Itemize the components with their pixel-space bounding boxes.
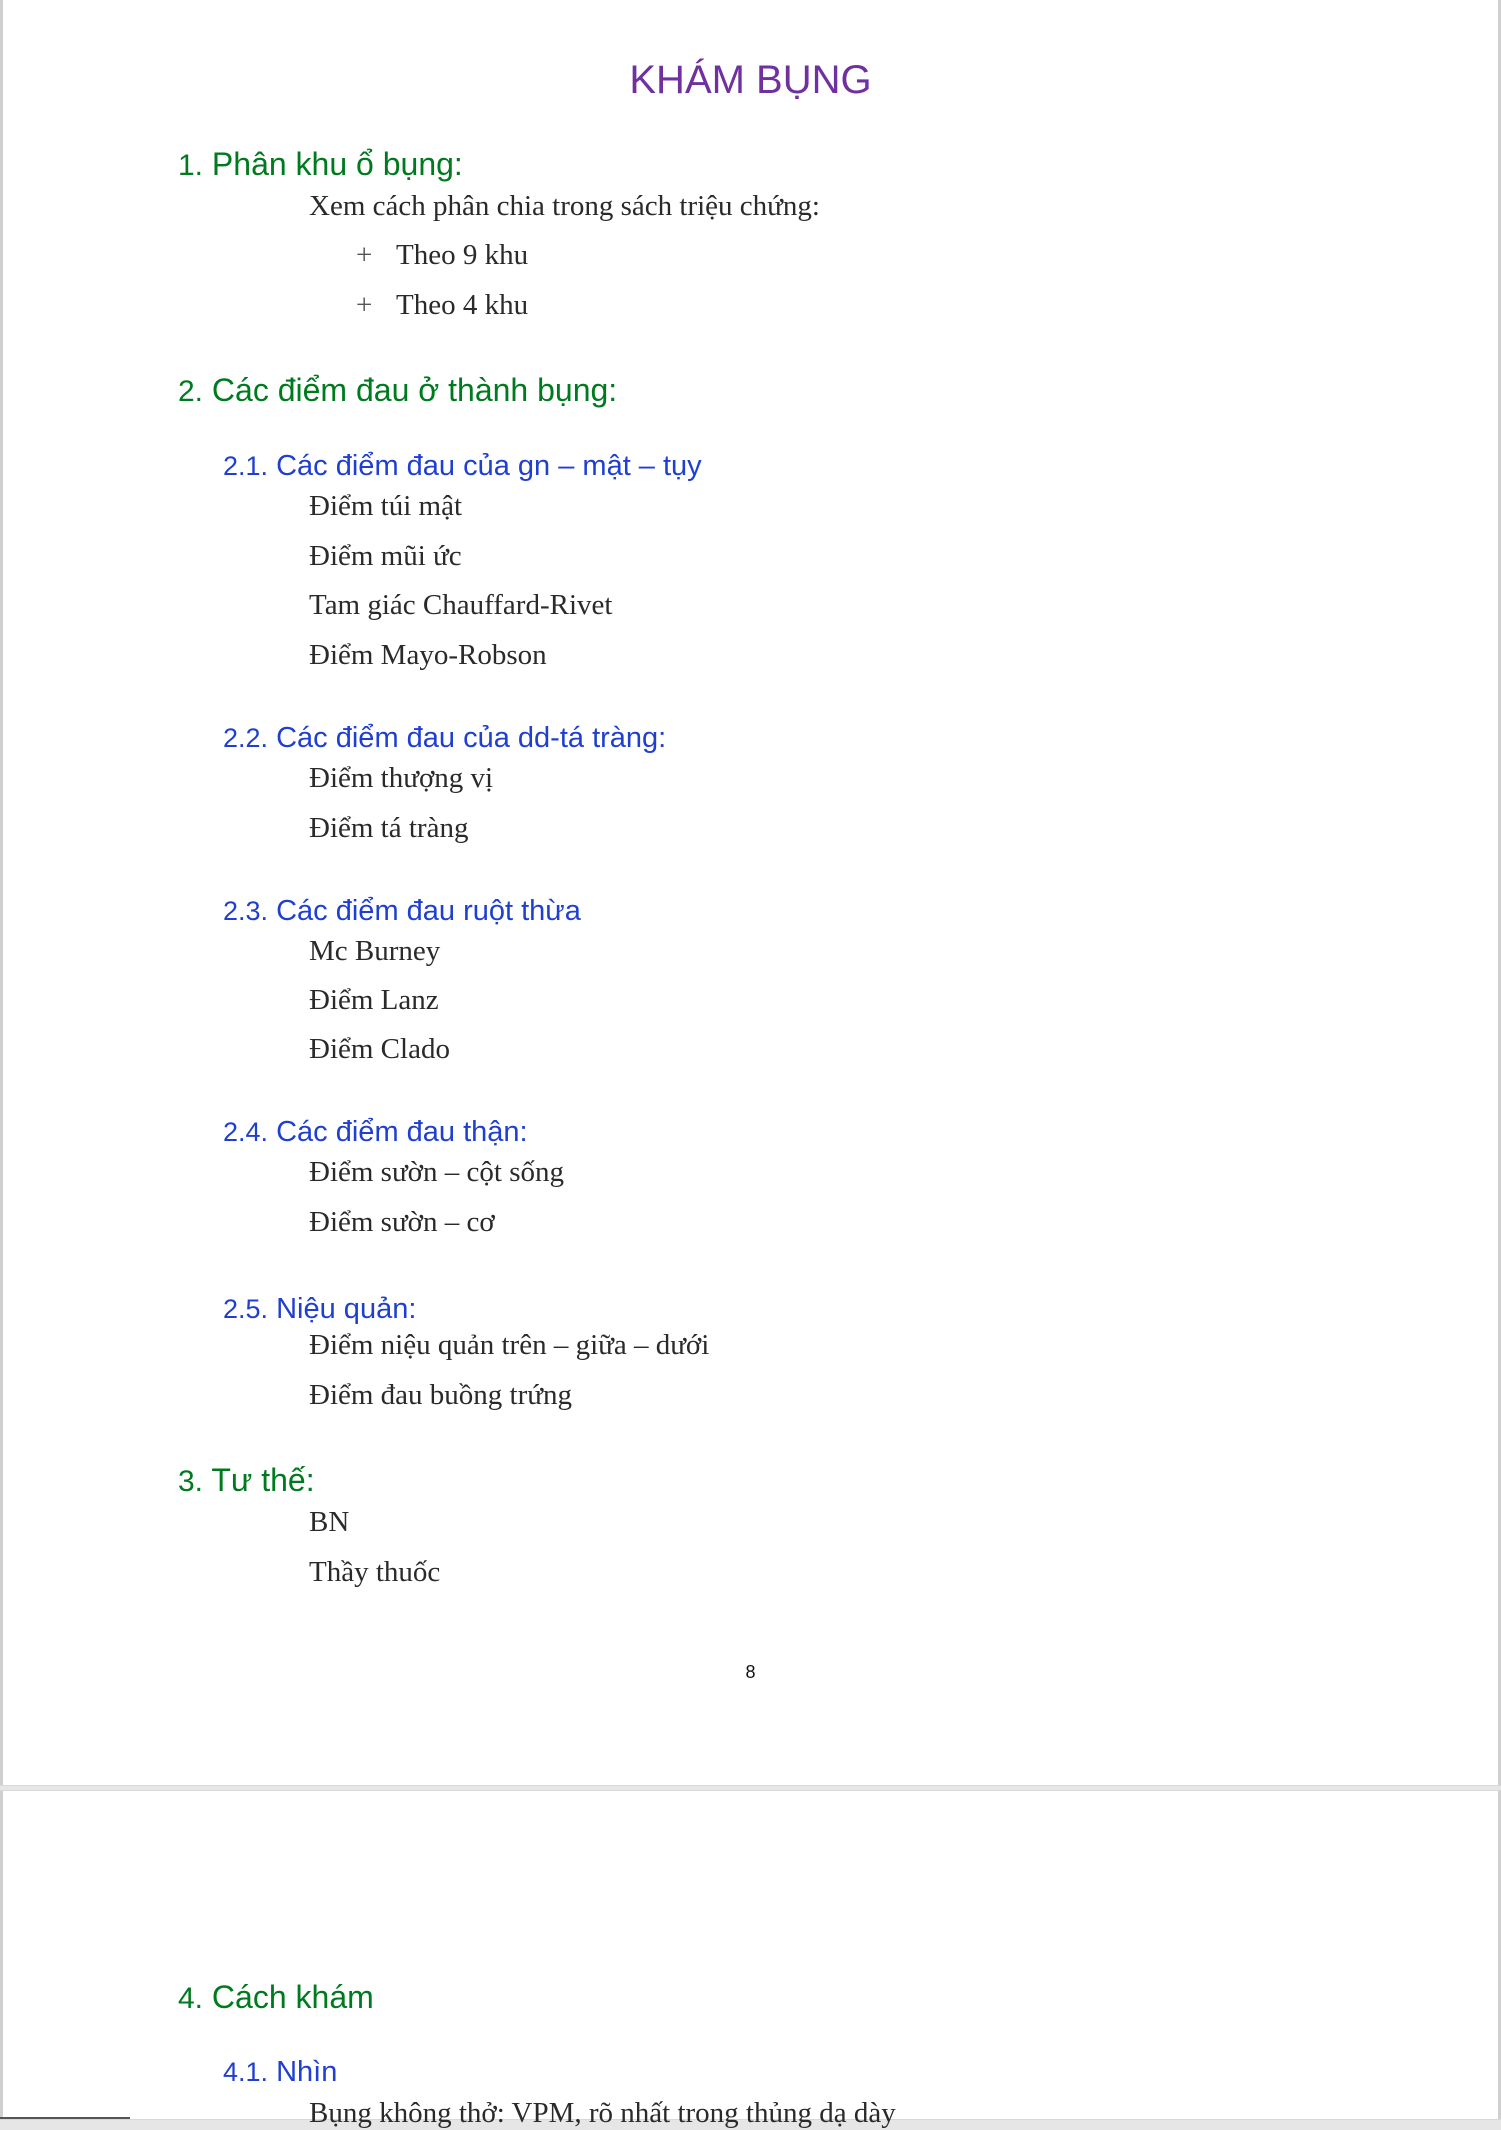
list-item: BN [309,1506,350,1538]
list-item: Điểm tá tràng [309,812,469,844]
subsection-title: Các điểm đau thận: [276,1116,528,1148]
bullet-text: Theo 9 khu [396,239,529,271]
list-item: Điểm niệu quản trên – giữa – dưới [309,1329,710,1361]
subsection-heading-2-4 [223,1116,528,1149]
page-number: 8 [745,1662,756,1682]
bullet-item [356,239,528,272]
bullet-item [356,289,528,322]
subsection-number: 2.5. [223,1294,269,1324]
section-title: Tư thế: [211,1462,315,1498]
bullet-text: Theo 4 khu [396,289,529,321]
subsection-number: 2.3. [223,896,269,926]
section-number: 2. [178,375,204,408]
page-border [0,0,3,1785]
list-item: Tam giác Chauffard-Rivet [309,589,613,621]
list-item: Mc Burney [309,935,441,967]
section-number: 3. [178,1465,204,1498]
section-title: Các điểm đau ở thành bụng: [211,372,618,408]
list-item: Điểm Lanz [309,984,439,1016]
subsection-heading-2-1 [223,450,702,483]
section-heading-1 [178,146,463,183]
subsection-title: Nhìn [276,2056,338,2088]
page-title: KHÁM BỤNG [629,58,872,102]
section-heading-3 [178,1462,315,1499]
subsection-heading-2-2 [223,722,666,755]
subsection-number: 2.2. [223,723,269,753]
bullet-mark: + [356,239,373,271]
page-border [0,1791,3,2119]
list-item: Bụng không thở: VPM, rõ nhất trong thủng dạ dày [309,2097,896,2129]
section-title: Cách khám [211,1979,374,2015]
list-item: Điểm Clado [309,1033,450,1065]
list-item: Điểm mũi ức [309,540,462,572]
subsection-heading-4-1 [223,2056,337,2089]
list-item: Điểm sườn – cơ [309,1206,495,1238]
section-number: 4. [178,1982,204,2015]
list-item: Thầy thuốc [309,1556,441,1588]
section-title: Phân khu ổ bụng: [211,146,463,182]
section-number: 1. [178,149,204,182]
subsection-title: Các điểm đau của dd-tá tràng: [276,722,667,754]
subsection-number: 2.4. [223,1117,269,1147]
list-item: Điểm sườn – cột sống [309,1156,564,1188]
subsection-number: 4.1. [223,2057,269,2087]
list-item: Điểm đau buồng trứng [309,1379,572,1411]
subsection-number: 2.1. [223,451,269,481]
list-item: Điểm túi mật [309,490,463,522]
list-item: Điểm Mayo-Robson [309,639,547,671]
subsection-heading-2-3 [223,895,581,928]
list-item: Điểm thượng vị [309,762,494,794]
document-page-2 [0,1791,1501,2129]
section-heading-4 [178,1979,374,2016]
subsection-title: Các điểm đau ruột thừa [276,895,581,927]
subsection-title: Các điểm đau của gn – mật – tụy [276,450,702,482]
section-heading-2 [178,372,617,409]
bullet-mark: + [356,289,373,321]
subsection-title: Niệu quản: [276,1293,417,1325]
section-intro: Xem cách phân chia trong sách triệu chứng: [309,190,820,222]
subsection-heading-2-5 [223,1293,416,1326]
